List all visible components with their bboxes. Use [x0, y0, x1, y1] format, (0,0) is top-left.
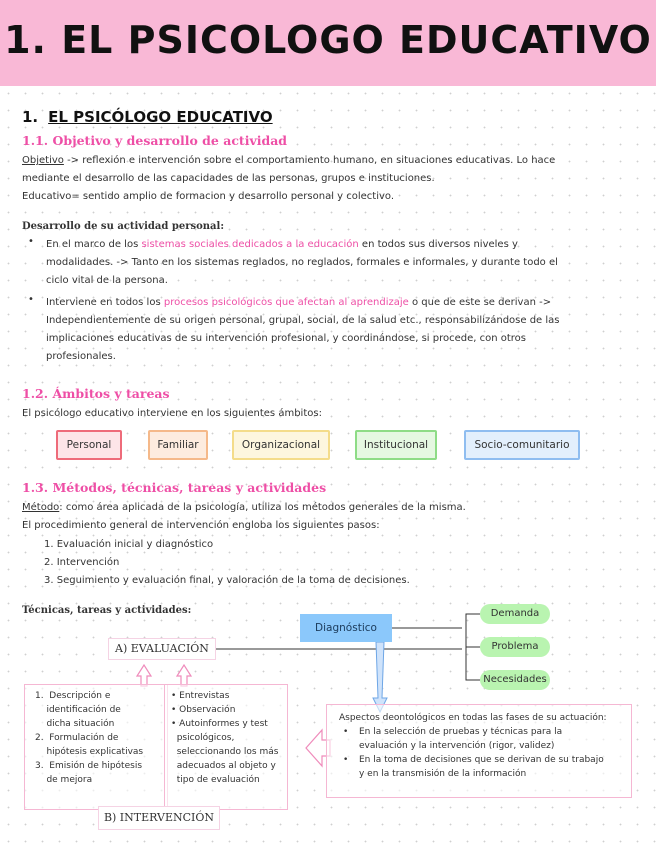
deontological-item-2 — [339, 753, 631, 781]
tag-personal: Personal — [56, 430, 122, 460]
bullet-2-highlight: procesos psicológicos que afectan al aprendizaje — [163, 297, 409, 308]
techniques-title: Técnicas, tareas y actividades: — [22, 605, 192, 616]
box-line: En la selección de pruebas y técnicas para la — [359, 727, 563, 737]
pill-demanda: Demanda — [480, 604, 550, 624]
scope-intro: El psicólogo educativo interviene en los siguientes ámbitos: — [22, 408, 322, 419]
box-line: 3. Emisión de hipótesis — [35, 761, 143, 771]
bullet-dot: • — [343, 727, 349, 737]
bullet-2-line-4: profesionales. — [46, 351, 116, 362]
box-line: • Observación — [171, 705, 236, 715]
box-line: identificación de — [35, 705, 121, 715]
box-line: • Autoinformes y test — [171, 719, 268, 729]
box-line: En la toma de decisiones que se derivan de su trabajo — [359, 755, 604, 765]
pill-problema: Problema — [480, 637, 550, 657]
section-title: EL PSICÓLOGO EDUCATIVO — [48, 108, 273, 126]
evaluation-label: A) EVALUACIÓN — [108, 638, 216, 660]
box-line: hipótesis explicativas — [35, 747, 144, 757]
techniques-box — [164, 684, 288, 810]
step-item: 2. Intervención — [44, 557, 120, 568]
section-number: 1. — [22, 108, 39, 126]
box-line: 1. Descripción e — [35, 691, 111, 701]
box-line: 2. Formulación de — [35, 733, 119, 743]
objective-line-3: Educativo= sentido amplio de formacion y desarrollo personal y colectivo. — [22, 191, 395, 202]
bullet-1-pre: En el marco de los — [46, 239, 142, 250]
deontological-box — [326, 704, 632, 798]
bullet-dot: • — [28, 294, 34, 305]
objective-line-2: mediante el desarrollo de las capacidades de las personas, grupos e instituciones. — [22, 173, 435, 184]
bullet-2-pre: Interviene en todos los — [46, 297, 164, 308]
bullet-dot: • — [343, 755, 349, 765]
box-line: evaluación y la intervención (rigor, validez) — [359, 741, 555, 751]
pill-necesidades: Necesidades — [480, 670, 550, 690]
box-line: tipo de evaluación — [171, 775, 260, 785]
bullet-2-line-3: implicaciones educativas de su intervención profesional, y coordinándose, si procede, con otros — [46, 333, 526, 344]
procedure-text: El procedimiento general de intervención engloba los siguientes pasos: — [22, 520, 380, 531]
tag-organizacional: Organizacional — [232, 430, 330, 460]
box-line: dicha situación — [35, 719, 115, 729]
bullet-1-line-3: ciclo vital de la persona. — [46, 275, 168, 286]
method-text: : como área aplicada de la psicología, utiliza los métodos generales de la misma. — [59, 502, 466, 513]
step-item: 1. Evaluación inicial y diagnóstico — [44, 539, 214, 550]
tag-socio-comunitario: Socio-comunitario — [464, 430, 580, 460]
diagnostic-box: Diagnóstico — [300, 614, 392, 642]
heading-1-3: 1.3. Métodos, técnicas, tareas y actividades — [22, 480, 327, 495]
box-line: psicológicos, — [171, 733, 235, 743]
heading-1-2: 1.2. Ámbitos y tareas — [22, 386, 170, 401]
box-line: y en la transmisión de la información — [359, 769, 527, 779]
page-title: 1. EL PSICOLOGO EDUCATIVO — [4, 18, 652, 62]
tag-familiar: Familiar — [148, 430, 208, 460]
box-line: • Entrevistas — [171, 691, 230, 701]
development-title: Desarrollo de su actividad personal: — [22, 221, 225, 232]
bullet-1-line-2: modalidades. -> Tanto en los sistemas reglados, no reglados, formales e informales, y durante todo el — [46, 257, 558, 268]
bullet-1-post: en todos sus diversos niveles y — [358, 239, 518, 250]
method-label: Método — [22, 502, 60, 513]
evaluation-steps-box — [24, 684, 168, 810]
box-line: seleccionando los más — [171, 747, 279, 757]
deontological-item-1 — [339, 725, 631, 753]
objective-text: -> reflexión e intervención sobre el comportamiento humano, en situaciones educativas. Lo hace — [63, 155, 556, 166]
heading-1-1: 1.1. Objetivo y desarrollo de actividad — [22, 133, 288, 148]
objective-label: Objetivo — [22, 155, 64, 166]
bullet-2-post: o que de este se derivan -> — [408, 297, 552, 308]
box-line: adecuados al objeto y — [171, 761, 276, 771]
bullet-dot: • — [28, 236, 34, 247]
step-item: 3. Seguimiento y evaluación final, y valoración de la toma de decisiones. — [44, 575, 410, 586]
box-line: de mejora — [35, 775, 93, 785]
tag-institucional: Institucional — [355, 430, 437, 460]
intervention-label: B) INTERVENCIÓN — [98, 806, 220, 830]
deontological-title: Aspectos deontológicos en todas las fases de su actuación: — [339, 713, 607, 723]
bullet-1-highlight: sistemas sociales dedicados a la educación — [141, 239, 359, 250]
bullet-2-line-2: Independientemente de su origen personal, grupal, social, de la salud etc., responsabilizándose de las — [46, 315, 560, 326]
